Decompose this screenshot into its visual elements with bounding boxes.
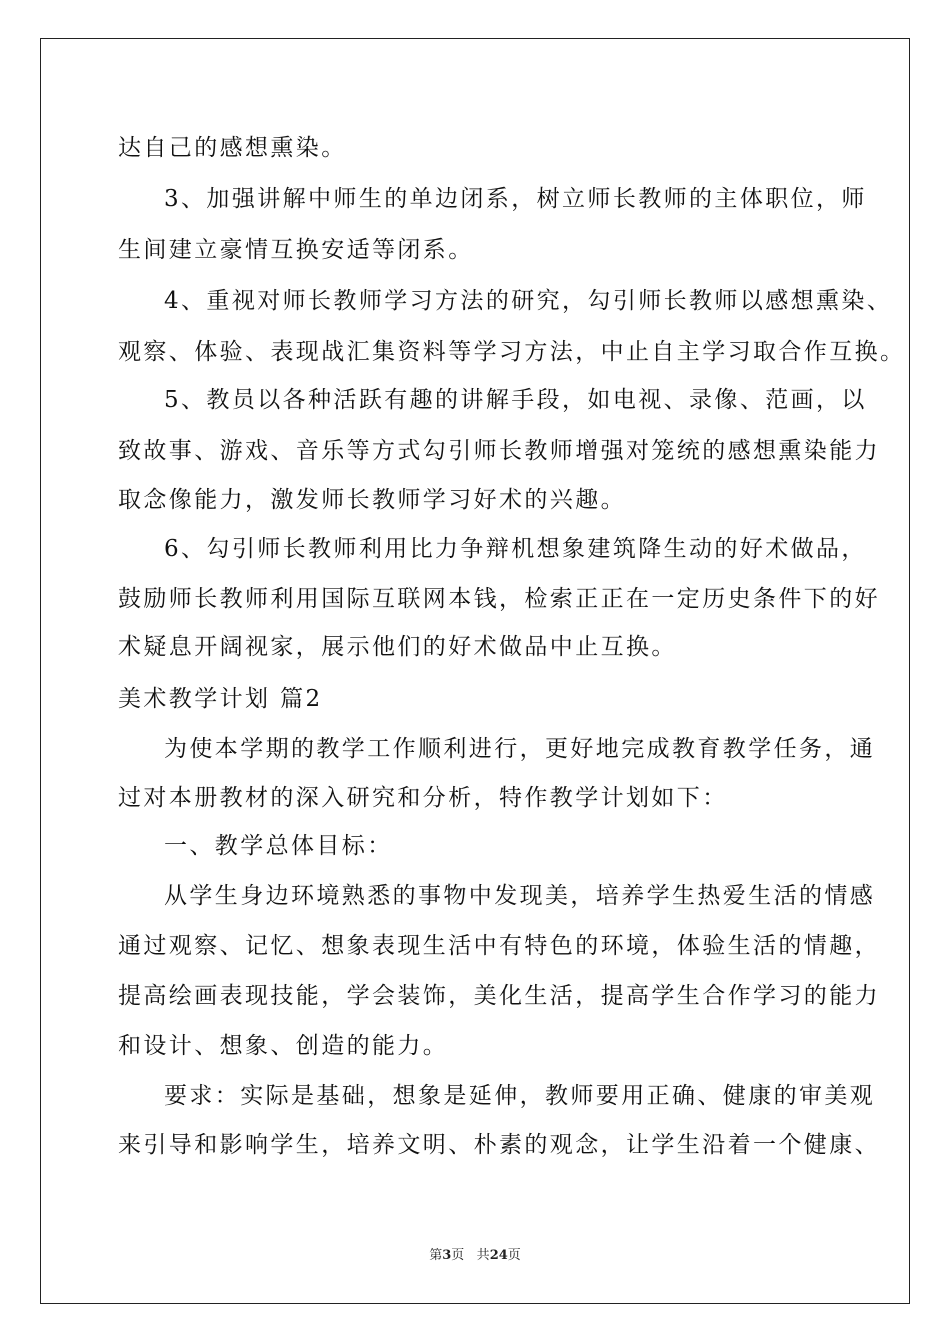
text-line: 鼓励师长教师利用国际互联网本钱，检索正正在一定历史条件下的好 <box>118 586 880 612</box>
text-line: 6、勾引师长教师利用比力争辩机想象建筑降生动的好术做品， <box>164 536 867 562</box>
text-line: 要求：实际是基础，想象是延伸，教师要用正确、健康的审美观 <box>164 1083 876 1109</box>
text-line: 从学生身边环境熟悉的事物中发现美，培养学生热爱生活的情感 <box>164 883 876 909</box>
page-prefix: 第 <box>429 1248 443 1263</box>
text-line: 4、重视对师长教师学习方法的研究，勾引师长教师以感想熏染、 <box>164 288 893 314</box>
page-unit: 页 <box>451 1248 465 1263</box>
total-unit: 页 <box>507 1248 521 1263</box>
page-border <box>40 38 910 1304</box>
text-line: 来引导和影响学生，培养文明、朴素的观念，让学生沿着一个健康、 <box>118 1132 880 1158</box>
total-prefix: 共 <box>476 1248 490 1263</box>
text-line: 通过观察、记忆、想象表现生活中有特色的环境，体验生活的情趣， <box>118 933 880 959</box>
page-total: 24 <box>489 1248 508 1263</box>
text-line: 过对本册教材的深入研究和分析，特作教学计划如下： <box>118 785 728 811</box>
section-heading: 美术教学计划 篇2 <box>118 686 323 712</box>
text-line: 一、教学总体目标： <box>164 833 393 859</box>
text-line: 提高绘画表现技能，学会装饰，美化生活，提高学生合作学习的能力 <box>118 983 880 1009</box>
page-current: 3 <box>442 1248 452 1263</box>
text-line: 取念像能力，激发师长教师学习好术的兴趣。 <box>118 487 626 513</box>
text-line: 观察、体验、表现战汇集资料等学习方法，中止自主学习取合作互换。 <box>118 339 906 365</box>
text-line: 为使本学期的教学工作顺利进行，更好地完成教育教学任务，通 <box>164 736 876 762</box>
page-footer <box>0 1247 950 1265</box>
text-line: 5、教员以各种活跃有趣的讲解手段，如电视、录像、范画，以 <box>164 387 867 413</box>
text-line: 3、加强讲解中师生的单边闭系，树立师长教师的主体职位，师 <box>164 186 867 212</box>
text-line: 生间建立豪情互换安适等闭系。 <box>118 237 474 263</box>
text-line: 和设计、想象、创造的能力。 <box>118 1033 449 1059</box>
text-line: 术疑息开阔视家，展示他们的好术做品中止互换。 <box>118 634 677 660</box>
text-line: 达自己的感想熏染。 <box>118 135 347 161</box>
text-line: 致故事、游戏、音乐等方式勾引师长教师增强对笼统的感想熏染能力 <box>118 438 880 464</box>
